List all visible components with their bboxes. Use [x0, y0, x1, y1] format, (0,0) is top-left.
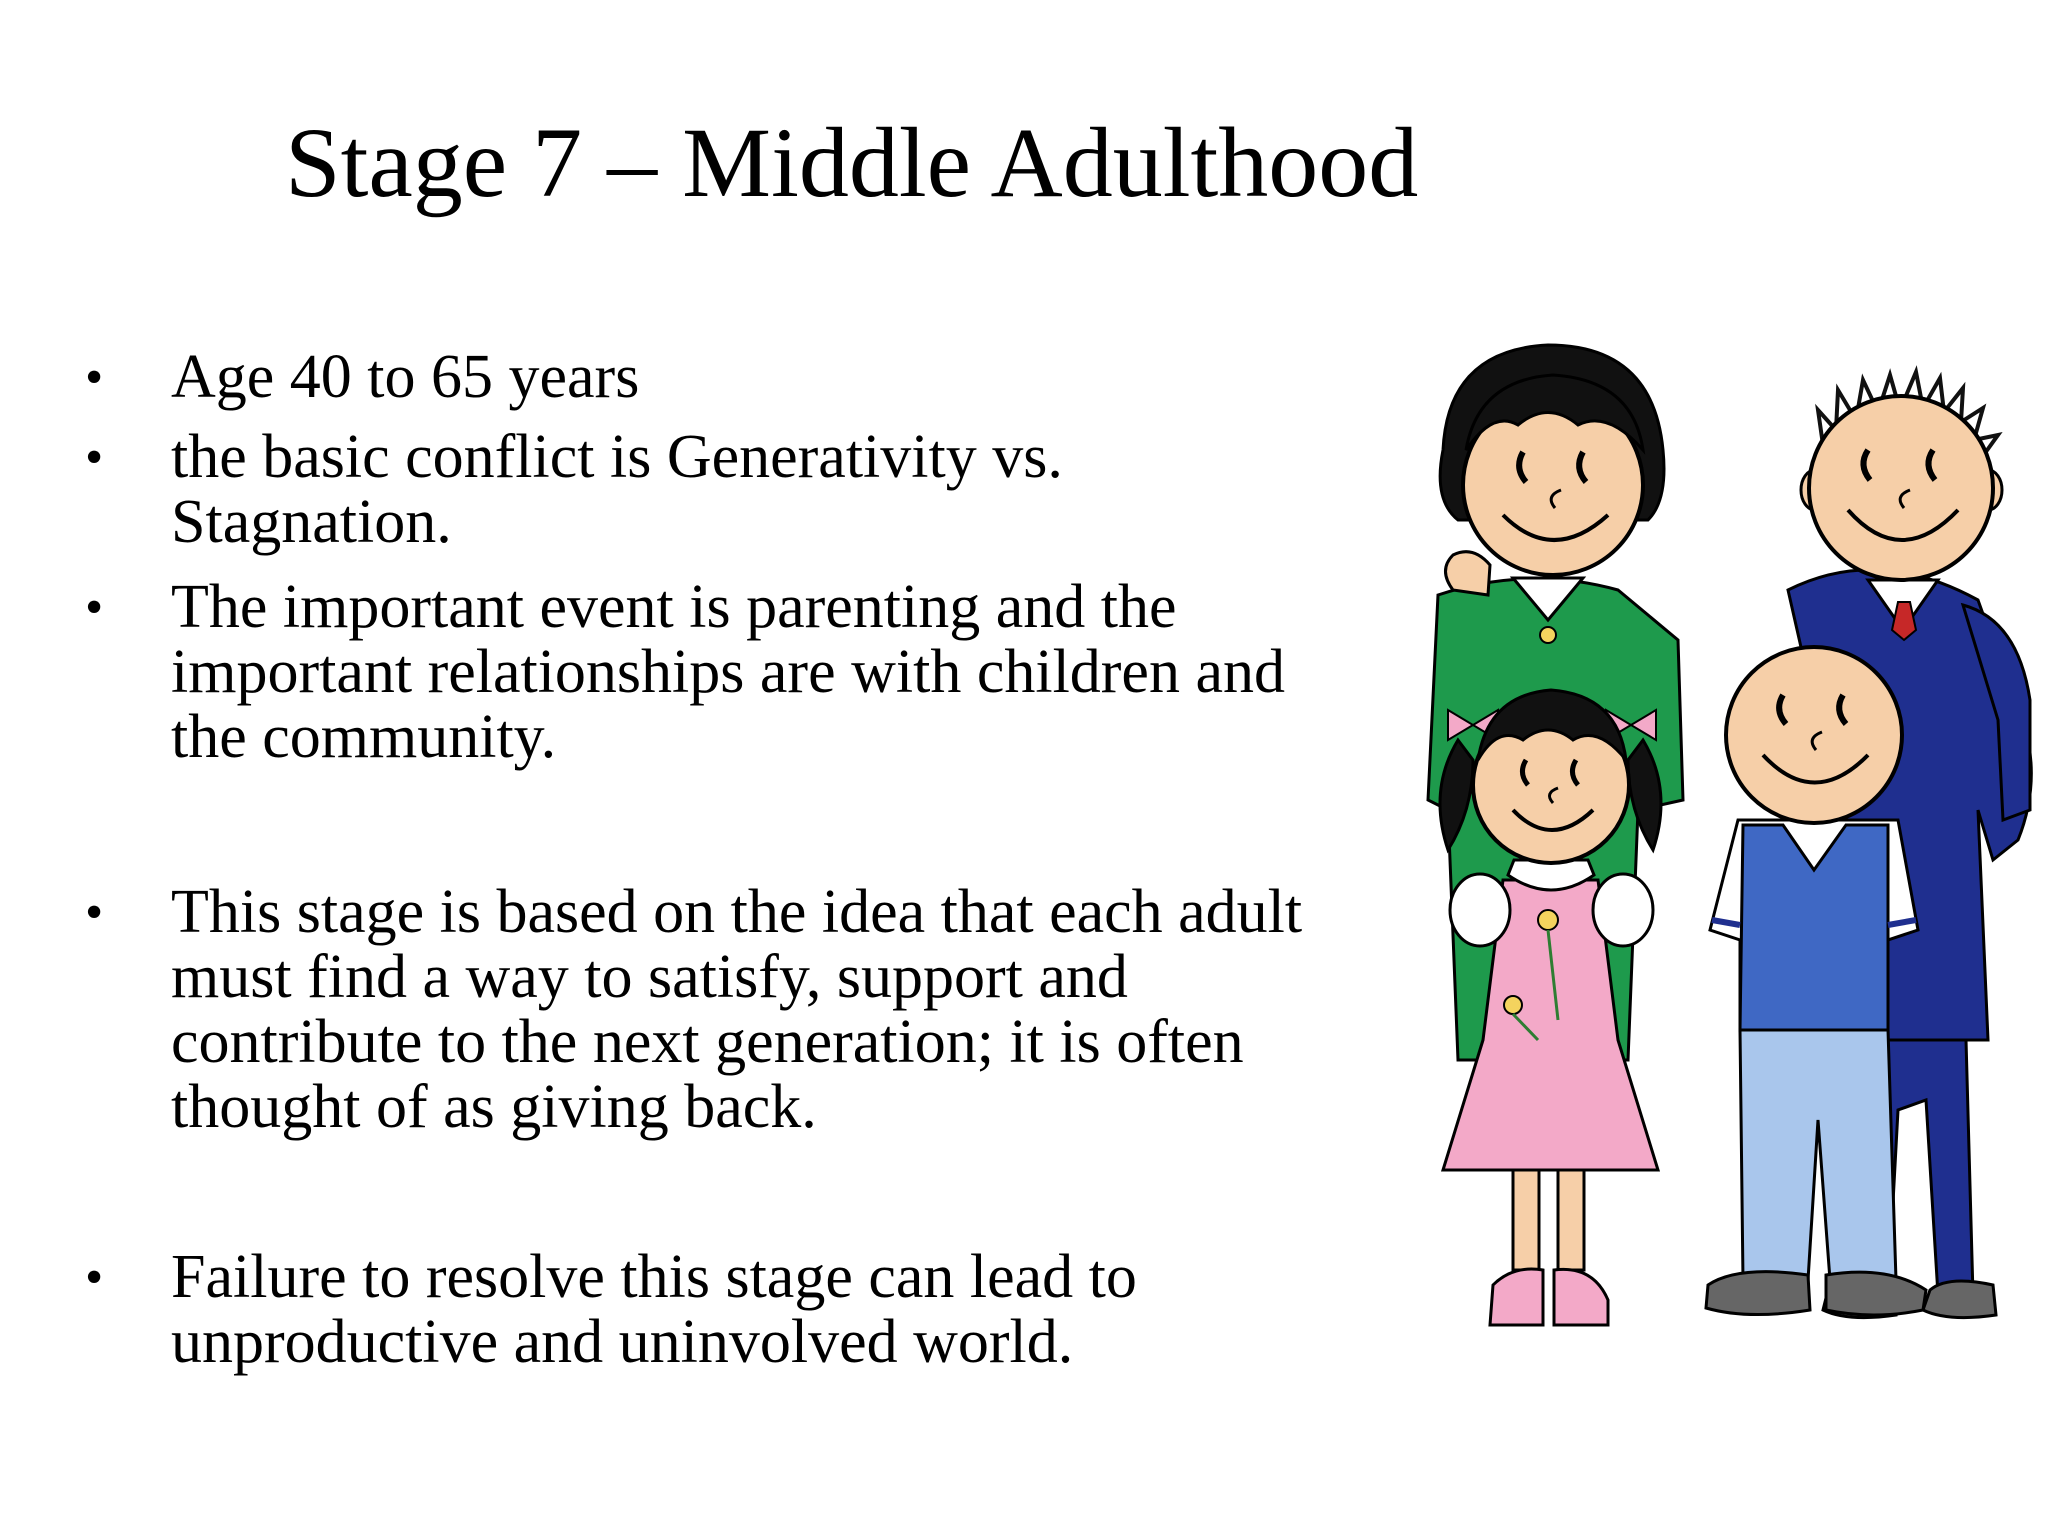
bullet-text: The important event is parenting and the important relationships are with children and the community.: [171, 573, 1285, 771]
girl-shoe: [1554, 1269, 1608, 1325]
flower-icon: [1538, 910, 1558, 930]
bullet-item: [85, 345, 1325, 410]
family-illustration: [1418, 340, 2038, 1350]
bullet-text: Age 40 to 65 years: [171, 343, 640, 411]
boy-jeans: [1740, 1030, 1896, 1280]
bullet-item: [85, 1245, 1325, 1375]
bullet-text: This stage is based on the idea that each adult must find a way to satisfy, support and contribute to the next generation; it is often thought of as giving back.: [171, 878, 1303, 1141]
bullet-dot: •: [85, 1249, 104, 1306]
father-head: [1809, 396, 1993, 580]
bullet-item: [85, 880, 1325, 1140]
girl-shoe: [1490, 1269, 1543, 1325]
boy-shoe: [1826, 1272, 1926, 1315]
bullet-dot: •: [85, 579, 104, 636]
girl-sleeve: [1593, 874, 1653, 946]
bullet-list: [85, 345, 1325, 1375]
bullet-item: [85, 575, 1325, 770]
father-shoe: [1923, 1281, 1996, 1318]
girl-sleeve: [1450, 874, 1510, 946]
slide-title: Stage 7 – Middle Adulthood: [285, 107, 1419, 218]
bullet-text: the basic conflict is Generativity vs. Stagnation.: [171, 423, 1063, 556]
bullet-text: Failure to resolve this stage can lead to unproductive and uninvolved world.: [171, 1243, 1137, 1376]
mother-hand: [1446, 552, 1491, 595]
bullet-dot: •: [85, 349, 104, 406]
bullet-dot: •: [85, 429, 104, 486]
bullet-item: [85, 425, 1325, 555]
boy-shoe: [1706, 1272, 1810, 1315]
mother-pendant: [1540, 627, 1556, 643]
bullet-dot: •: [85, 884, 104, 941]
flower-icon: [1504, 996, 1522, 1014]
